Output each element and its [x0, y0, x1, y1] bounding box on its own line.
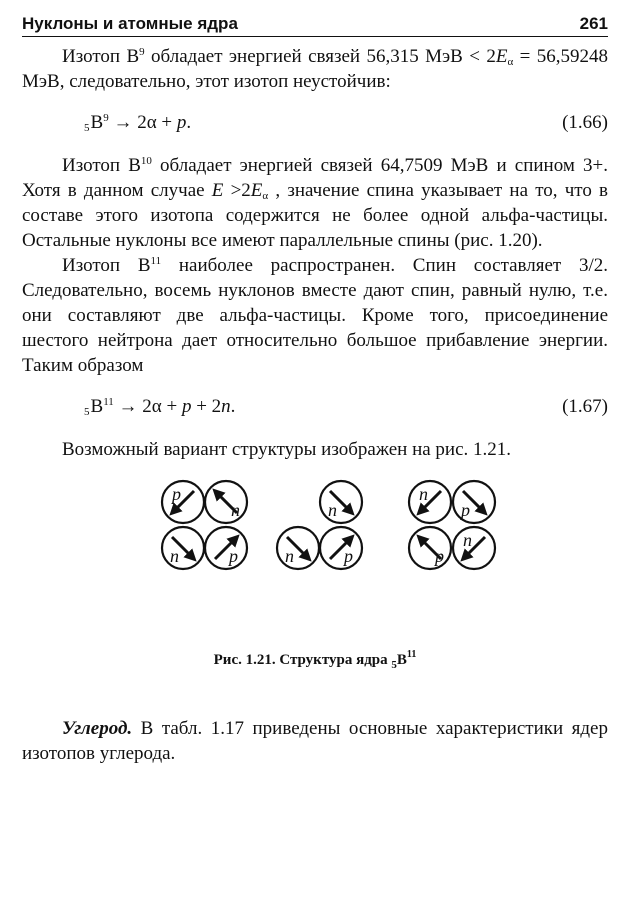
paragraph-b10: Изотоп $B^{10}$ обладает энергией связей 64,7509 МэВ и спином 3+. Хотя в данном случае E >2Eα , значение спина указывает на то, что в составе этого изотопа содержится не более одной альфа-частицы. Остальные нуклоны все имеют параллельные спины (рис. 1.20).: [22, 155, 608, 251]
nucleon-proton: [409, 527, 451, 569]
nucleon-label: n: [463, 530, 472, 550]
nucleon-neutron: [205, 481, 247, 523]
equation-1-67: [22, 394, 608, 419]
equation-expression: $_5B^9 \to 2\alpha + p$.: [84, 112, 192, 134]
nucleon-proton: [205, 527, 247, 569]
nucleon-label: n: [170, 546, 179, 566]
nucleon-label: p: [435, 546, 444, 566]
nucleon-neutron: [409, 481, 451, 523]
equation-number: (1.66): [562, 112, 608, 133]
nucleon-label: n: [231, 500, 240, 520]
equation-expression: $_5B^{11} \to 2\alpha + p + 2n$.: [84, 396, 236, 418]
nucleon-proton: [162, 481, 204, 523]
nucleon-proton: [320, 527, 362, 569]
paragraph-carbon: Углерод. В табл. 1.17 приведены основные характеристики ядер изотопов углерода.: [22, 718, 608, 764]
page-number: 261: [579, 14, 608, 33]
equation-number: (1.67): [562, 396, 608, 417]
nucleon-proton: [453, 481, 495, 523]
nucleon-label: p: [344, 546, 353, 566]
paragraph-b9: Изотоп $B^9$ обладает энергией связей 56,315 МэВ < 2Eα = 56,59248 МэВ, следовательно, этот изотоп неустойчив:: [22, 46, 609, 92]
section-lead: Углерод.: [62, 718, 133, 739]
paragraph-structure: Возможный вариант структуры изображен на рис. 1.21.: [62, 439, 512, 460]
nucleon-neutron: [162, 527, 204, 569]
nucleon-label: n: [328, 500, 337, 520]
paragraph-b11: Изотоп $B^{11}$ наиболее распространен. Спин составляет 3/2. Следовательно, восемь нуклонов вместе дают спин, равный нулю, т.е. они составляют две альфа-частицы. Кроме того, присоединение шестого нейтрона дает относительно большое прибавление энергии. Таким образом: [22, 255, 608, 376]
page-body: [22, 44, 608, 766]
nucleon-neutron: [277, 527, 319, 569]
nucleon-neutron: [320, 481, 362, 523]
figure-1-21: [22, 470, 608, 646]
figure-caption: Рис. 1.21. Структура ядра $_5B^{11}$: [213, 649, 417, 671]
nucleon-label: p: [172, 484, 181, 504]
header-title: Нуклоны и атомные ядра: [22, 14, 238, 33]
nucleon-label: n: [285, 546, 294, 566]
nucleon-label: p: [229, 546, 238, 566]
nucleus-structure-diagram: [22, 470, 608, 646]
equation-1-66: [22, 110, 608, 135]
nucleon-label: n: [419, 484, 428, 504]
nucleon-label: p: [461, 500, 470, 520]
running-header: [22, 8, 608, 37]
nucleon-neutron: [453, 527, 495, 569]
